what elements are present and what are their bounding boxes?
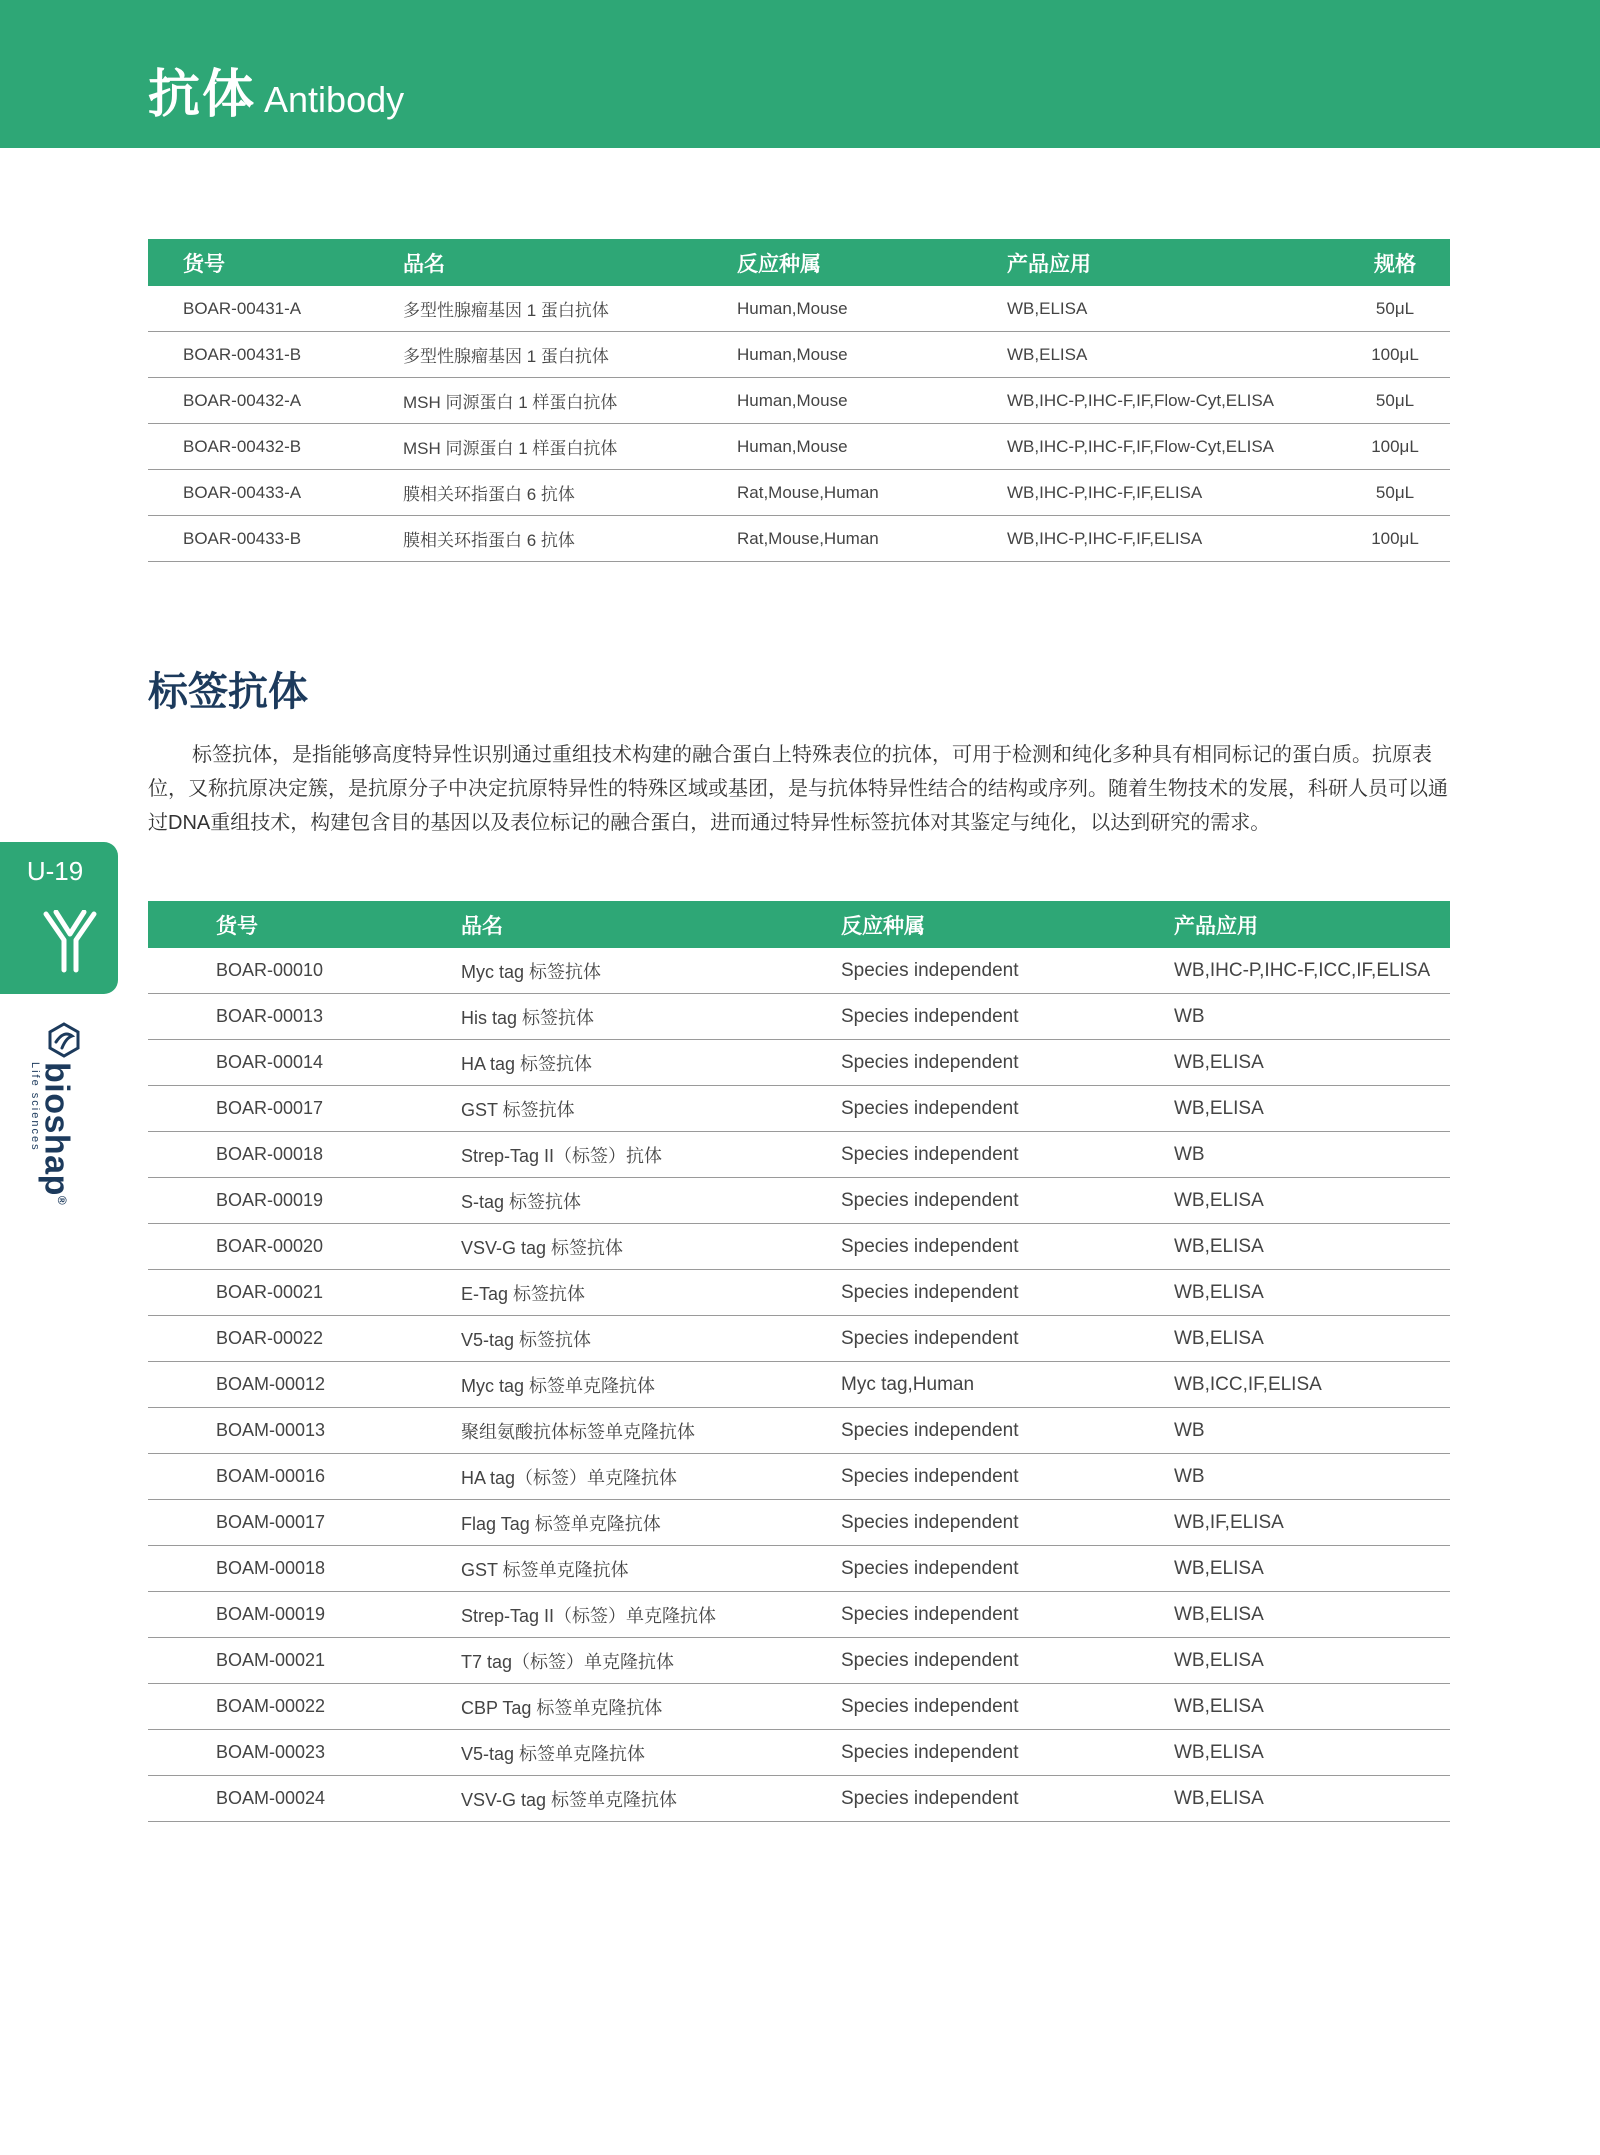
cell-catalog: BOAM-00021 [148, 1638, 461, 1684]
cell-catalog: BOAR-00017 [148, 1086, 461, 1132]
cell-name: Myc tag 标签抗体 [461, 948, 841, 994]
table-row [148, 332, 1450, 378]
col-header-application: 产品应用 [1174, 901, 1450, 948]
header-bar [0, 0, 1600, 148]
cell-catalog: BOAR-00014 [148, 1040, 461, 1086]
table-row [148, 1316, 1450, 1362]
col-header-catalog: 货号 [148, 239, 403, 286]
cell-name: S-tag 标签抗体 [461, 1178, 841, 1224]
table-row [148, 1454, 1450, 1500]
header-title-zh: 抗体 [148, 66, 257, 124]
cell-species: Species independent [841, 1040, 1174, 1086]
cell-species: Species independent [841, 1316, 1174, 1362]
table-row [148, 1270, 1450, 1316]
brand-logo [28, 1022, 88, 1206]
cell-name: MSH 同源蛋白 1 样蛋白抗体 [403, 378, 737, 424]
cell-application: WB,IHC-P,IHC-F,IF,ELISA [1007, 516, 1340, 562]
cell-species: Human,Mouse [737, 424, 1007, 470]
cell-application: WB [1174, 1454, 1450, 1500]
cell-catalog: BOAR-00433-A [148, 470, 403, 516]
cell-species: Species independent [841, 1684, 1174, 1730]
section-title: 标签抗体 [148, 670, 308, 714]
cell-catalog: BOAM-00016 [148, 1454, 461, 1500]
brand-tagline: Life sciences [28, 1062, 41, 1152]
page-header-title [148, 52, 404, 127]
cell-name: V5-tag 标签单克隆抗体 [461, 1730, 841, 1776]
cell-name: MSH 同源蛋白 1 样蛋白抗体 [403, 424, 737, 470]
cell-name: HA tag（标签）单克隆抗体 [461, 1454, 841, 1500]
antibody-table [148, 239, 1450, 562]
cell-application: WB,ELISA [1174, 1316, 1450, 1362]
col-header-size: 规格 [1340, 239, 1450, 286]
cell-species: Species independent [841, 1546, 1174, 1592]
cell-catalog: BOAR-00018 [148, 1132, 461, 1178]
cell-name: Flag Tag 标签单克隆抗体 [461, 1500, 841, 1546]
cell-catalog: BOAM-00013 [148, 1408, 461, 1454]
cell-application: WB [1174, 994, 1450, 1040]
cell-application: WB,ICC,IF,ELISA [1174, 1362, 1450, 1408]
table-row [148, 470, 1450, 516]
cell-species: Species independent [841, 1132, 1174, 1178]
cell-application: WB,ELISA [1174, 1730, 1450, 1776]
tag-antibody-table [148, 901, 1450, 1822]
brand-mark-icon [46, 1022, 82, 1058]
cell-catalog: BOAM-00017 [148, 1500, 461, 1546]
cell-name: 多型性腺瘤基因 1 蛋白抗体 [403, 286, 737, 332]
brand-wordmark [29, 1062, 80, 1242]
cell-catalog: BOAR-00022 [148, 1316, 461, 1362]
cell-species: Myc tag,Human [841, 1362, 1174, 1408]
cell-catalog: BOAR-00010 [148, 948, 461, 994]
cell-size: 100μL [1340, 424, 1450, 470]
table-row [148, 424, 1450, 470]
table-row [148, 1546, 1450, 1592]
brand-name: bioshap® [37, 1062, 76, 1206]
cell-species: Species independent [841, 1638, 1174, 1684]
cell-name: T7 tag（标签）单克隆抗体 [461, 1638, 841, 1684]
cell-name: 膜相关环指蛋白 6 抗体 [403, 470, 737, 516]
cell-catalog: BOAR-00432-B [148, 424, 403, 470]
cell-name: Strep-Tag II（标签）抗体 [461, 1132, 841, 1178]
cell-name: 聚组氨酸抗体标签单克隆抗体 [461, 1408, 841, 1454]
cell-name: 多型性腺瘤基因 1 蛋白抗体 [403, 332, 737, 378]
table-row [148, 948, 1450, 994]
cell-catalog: BOAR-00432-A [148, 378, 403, 424]
cell-species: Species independent [841, 1224, 1174, 1270]
table-row [148, 1040, 1450, 1086]
table-header-row [148, 239, 1450, 286]
cell-application: WB,ELISA [1174, 1040, 1450, 1086]
cell-species: Species independent [841, 1086, 1174, 1132]
cell-name: His tag 标签抗体 [461, 994, 841, 1040]
col-header-catalog: 货号 [148, 901, 461, 948]
cell-size: 100μL [1340, 332, 1450, 378]
cell-application: WB,IHC-P,IHC-F,IF,Flow-Cyt,ELISA [1007, 378, 1340, 424]
cell-species: Species independent [841, 994, 1174, 1040]
cell-name: E-Tag 标签抗体 [461, 1270, 841, 1316]
cell-application: WB [1174, 1132, 1450, 1178]
table-row [148, 286, 1450, 332]
table-row [148, 516, 1450, 562]
table-row [148, 1500, 1450, 1546]
cell-species: Species independent [841, 1730, 1174, 1776]
cell-size: 100μL [1340, 516, 1450, 562]
cell-catalog: BOAR-00431-B [148, 332, 403, 378]
cell-catalog: BOAR-00431-A [148, 286, 403, 332]
cell-name: Strep-Tag II（标签）单克隆抗体 [461, 1592, 841, 1638]
cell-catalog: BOAM-00024 [148, 1776, 461, 1822]
cell-application: WB,ELISA [1174, 1638, 1450, 1684]
cell-application: WB,ELISA [1174, 1270, 1450, 1316]
cell-species: Rat,Mouse,Human [737, 470, 1007, 516]
cell-application: WB,ELISA [1174, 1776, 1450, 1822]
cell-name: 膜相关环指蛋白 6 抗体 [403, 516, 737, 562]
cell-catalog: BOAM-00022 [148, 1684, 461, 1730]
cell-name: V5-tag 标签抗体 [461, 1316, 841, 1362]
cell-name: Myc tag 标签单克隆抗体 [461, 1362, 841, 1408]
table-row [148, 1086, 1450, 1132]
cell-application: WB,ELISA [1174, 1684, 1450, 1730]
cell-species: Human,Mouse [737, 286, 1007, 332]
cell-application: WB,IF,ELISA [1174, 1500, 1450, 1546]
table-header-row [148, 901, 1450, 948]
table-row [148, 1684, 1450, 1730]
cell-size: 50μL [1340, 470, 1450, 516]
page-label: U-19 [26, 856, 84, 886]
cell-application: WB,ELISA [1174, 1546, 1450, 1592]
col-header-species: 反应种属 [737, 239, 1007, 286]
cell-catalog: BOAM-00012 [148, 1362, 461, 1408]
section-intro: 标签抗体，是指能够高度特异性识别通过重组技术构建的融合蛋白上特殊表位的抗体，可用于检测和纯化多种具有相同标记的蛋白质。抗原表位，又称抗原决定簇，是抗原分子中决定抗原特异性的特殊区域或基团，是与抗体特异性结合的结构或序列。随着生物技术的发展，科研人员可以通过DNA重组技术，构建包含目的基因以及表位标记的融合蛋白，进而通过特异性标签抗体对其鉴定与纯化，以达到研究的需求。 [148, 744, 1448, 834]
cell-catalog: BOAR-00021 [148, 1270, 461, 1316]
cell-species: Species independent [841, 1178, 1174, 1224]
table-row [148, 1132, 1450, 1178]
table-row [148, 1178, 1450, 1224]
cell-catalog: BOAR-00019 [148, 1178, 461, 1224]
cell-application: WB [1174, 1408, 1450, 1454]
cell-application: WB,ELISA [1007, 332, 1340, 378]
cell-name: VSV-G tag 标签单克隆抗体 [461, 1776, 841, 1822]
cell-species: Species independent [841, 1776, 1174, 1822]
cell-species: Species independent [841, 948, 1174, 994]
antibody-icon [42, 910, 98, 974]
cell-application: WB,IHC-P,IHC-F,ICC,IF,ELISA [1174, 948, 1450, 994]
table-row [148, 1408, 1450, 1454]
cell-catalog: BOAR-00433-B [148, 516, 403, 562]
cell-size: 50μL [1340, 378, 1450, 424]
cell-application: WB,ELISA [1174, 1086, 1450, 1132]
cell-catalog: BOAR-00013 [148, 994, 461, 1040]
cell-name: HA tag 标签抗体 [461, 1040, 841, 1086]
cell-species: Species independent [841, 1500, 1174, 1546]
cell-name: VSV-G tag 标签抗体 [461, 1224, 841, 1270]
col-header-name: 品名 [403, 239, 737, 286]
header-title-en: Antibody [264, 79, 405, 120]
cell-species: Rat,Mouse,Human [737, 516, 1007, 562]
col-header-application: 产品应用 [1007, 239, 1340, 286]
col-header-species: 反应种属 [841, 901, 1174, 948]
cell-species: Species independent [841, 1592, 1174, 1638]
cell-application: WB,ELISA [1174, 1592, 1450, 1638]
table-row [148, 994, 1450, 1040]
cell-application: WB,ELISA [1007, 286, 1340, 332]
table-row [148, 1638, 1450, 1684]
cell-application: WB,ELISA [1174, 1178, 1450, 1224]
cell-species: Human,Mouse [737, 378, 1007, 424]
cell-species: Species independent [841, 1270, 1174, 1316]
side-page-tab [0, 842, 118, 994]
table-row [148, 1592, 1450, 1638]
cell-species: Species independent [841, 1408, 1174, 1454]
cell-species: Species independent [841, 1454, 1174, 1500]
cell-application: WB,IHC-P,IHC-F,IF,ELISA [1007, 470, 1340, 516]
table-row [148, 1776, 1450, 1822]
col-header-name: 品名 [461, 901, 841, 948]
cell-catalog: BOAM-00023 [148, 1730, 461, 1776]
table-row [148, 1224, 1450, 1270]
cell-application: WB,ELISA [1174, 1224, 1450, 1270]
table-row [148, 1362, 1450, 1408]
cell-size: 50μL [1340, 286, 1450, 332]
cell-catalog: BOAM-00019 [148, 1592, 461, 1638]
cell-name: GST 标签单克隆抗体 [461, 1546, 841, 1592]
cell-catalog: BOAM-00018 [148, 1546, 461, 1592]
cell-name: CBP Tag 标签单克隆抗体 [461, 1684, 841, 1730]
cell-application: WB,IHC-P,IHC-F,IF,Flow-Cyt,ELISA [1007, 424, 1340, 470]
cell-species: Human,Mouse [737, 332, 1007, 378]
table-row [148, 1730, 1450, 1776]
cell-name: GST 标签抗体 [461, 1086, 841, 1132]
table-row [148, 378, 1450, 424]
cell-catalog: BOAR-00020 [148, 1224, 461, 1270]
